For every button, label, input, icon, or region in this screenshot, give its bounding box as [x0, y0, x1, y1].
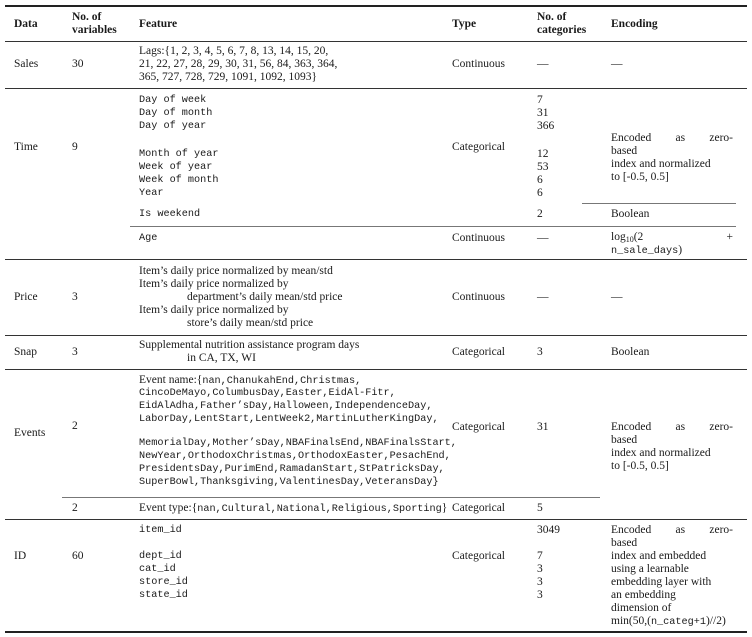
- event-type-suffix: }: [441, 502, 448, 514]
- event-type-prefix: Event type:{: [139, 502, 198, 514]
- events-rule: [5, 519, 747, 520]
- sales-feature-line: Lags:{1, 2, 3, 4, 5, 6, 7, 8, 13, 14, 15, 20,: [139, 45, 329, 57]
- events-data: Events: [14, 427, 46, 439]
- id-cat-first: 3049: [537, 524, 560, 536]
- id-encoding-line: embedding layer with: [611, 576, 712, 588]
- events-type-num-cat: 5: [537, 502, 543, 514]
- log-base: 10: [625, 235, 634, 244]
- bottom-rule: [5, 631, 747, 633]
- price-type: Continuous: [452, 291, 506, 303]
- time-feature: Week of year: [139, 162, 213, 173]
- events-type: Categorical: [452, 421, 506, 433]
- events-encoding: [611, 421, 733, 473]
- id-data: ID: [14, 550, 27, 562]
- log-text: log: [611, 231, 626, 243]
- time-features-b: [139, 148, 218, 200]
- id-cat: 3: [537, 589, 543, 601]
- formula-part: min(50,(: [611, 615, 651, 627]
- header-num-cat-line2: categories: [537, 24, 587, 36]
- id-features-rest: [139, 550, 188, 602]
- time-weekend-feature: Is weekend: [139, 209, 201, 220]
- id-type: Categorical: [452, 550, 506, 562]
- header-num-vars-line1: No. of: [72, 11, 102, 23]
- price-encoding: —: [611, 291, 623, 303]
- time-feature: Week of month: [139, 175, 219, 186]
- events-num-cat: 31: [537, 421, 549, 433]
- id-feature: cat_id: [139, 564, 176, 575]
- event-type-values: nan,Cultural,National,Religious,Sporting: [197, 504, 442, 515]
- time-feature: Year: [139, 188, 164, 199]
- time-cats-a: [537, 94, 554, 133]
- sales-type: Continuous: [452, 58, 506, 70]
- snap-type: Categorical: [452, 346, 506, 358]
- encoding-word: Encoded: [611, 421, 652, 433]
- header-num-cat-line1: No. of: [537, 11, 567, 23]
- time-cat: 7: [537, 94, 543, 106]
- price-feature-line: Item’s daily price normalized by: [139, 304, 289, 316]
- events-type-type: Categorical: [452, 502, 506, 514]
- time-cat: 6: [537, 174, 543, 186]
- time-age-rule: [130, 226, 736, 227]
- time-feature: Day of year: [139, 121, 207, 132]
- events-name-feature: [139, 374, 457, 489]
- time-rule: [5, 259, 747, 260]
- events-encoding-line: index and normalized: [611, 447, 711, 459]
- event-name-line: nan,ChanukahEnd,Christmas,: [202, 376, 362, 387]
- header-feature: Feature: [139, 18, 178, 30]
- time-cat: 366: [537, 120, 555, 132]
- id-feature: store_id: [139, 577, 188, 588]
- events-encoding-line: to [-0.5, 0.5]: [611, 460, 669, 472]
- events-encoding-line1: [611, 421, 733, 434]
- time-encoding-line: to [-0.5, 0.5]: [611, 171, 669, 183]
- sales-feature: [139, 45, 337, 84]
- encoding-word: zero-: [709, 132, 733, 144]
- events-encoding-line: based: [611, 434, 638, 446]
- id-cat: 3: [537, 576, 543, 588]
- plus-sign: +: [726, 231, 733, 243]
- time-features-a: [139, 94, 212, 133]
- sales-num-vars: 30: [72, 58, 84, 70]
- encoding-word: as: [675, 524, 686, 536]
- snap-feature-line: in CA, TX, WI: [187, 352, 256, 364]
- formula-var: n_categ+1: [650, 617, 706, 628]
- log-arg: (2: [633, 231, 644, 243]
- event-name-prefix: Event name:{: [139, 374, 203, 386]
- time-cat: 53: [537, 161, 549, 173]
- time-weekend-encoding: Boolean: [611, 208, 650, 220]
- time-encoding-line: based: [611, 145, 638, 157]
- event-name-line: CincoDeMayo,ColumbusDay,Easter,EidAl-Fitr,: [139, 388, 396, 399]
- encoding-word: Encoded: [611, 524, 652, 536]
- events-type-num-vars: 2: [72, 502, 78, 514]
- price-num-cat: —: [537, 291, 549, 303]
- event-name-line: NewYear,OrthodoxChristmas,OrthodoxEaster,PesachEnd,: [139, 451, 451, 462]
- id-encoding: [611, 524, 733, 628]
- id-encoding-line: dimension of: [611, 602, 672, 614]
- time-type: Categorical: [452, 141, 506, 153]
- age-var: n_sale_days: [611, 246, 679, 257]
- price-rule: [5, 335, 747, 336]
- snap-num-cat: 3: [537, 346, 543, 358]
- header-type: Type: [452, 18, 477, 30]
- events-type-rule: [62, 497, 600, 498]
- sales-rule: [5, 88, 747, 89]
- events-type-feature: [139, 502, 447, 516]
- event-name-line: SuperBowl,Thanksgiving,ValentinesDay,VeteransDay}: [139, 477, 439, 488]
- time-cat: 31: [537, 107, 549, 119]
- time-encoding-line1: [611, 132, 733, 145]
- id-encoding-line1: [611, 524, 733, 537]
- encoding-word: Encoded: [611, 132, 652, 144]
- price-data: Price: [14, 291, 38, 303]
- snap-feature-line: Supplemental nutrition assistance program days: [139, 339, 360, 351]
- id-cats-rest: [537, 550, 543, 602]
- time-age-type: Continuous: [452, 232, 506, 244]
- snap-rule: [5, 369, 747, 370]
- id-encoding-line: an embedding: [611, 589, 676, 601]
- id-encoding-line: based: [611, 537, 638, 549]
- events-num-vars: 2: [72, 420, 78, 432]
- id-cat: 3: [537, 563, 543, 575]
- price-feature-line: store’s daily mean/std price: [187, 317, 314, 329]
- header-data: Data: [14, 18, 38, 30]
- time-feature: Day of month: [139, 108, 213, 119]
- sales-feature-line: 21, 22, 27, 28, 29, 30, 31, 56, 84, 363, 364,: [139, 58, 338, 70]
- time-cats-b: [537, 148, 549, 200]
- time-feature: Month of year: [139, 149, 219, 160]
- encoding-word: zero-: [709, 524, 733, 536]
- time-age-feature: Age: [139, 233, 158, 244]
- id-feature-first: item_id: [139, 525, 182, 536]
- time-encoding: [611, 132, 733, 184]
- id-feature: state_id: [139, 590, 188, 601]
- sales-num-cat: —: [537, 58, 549, 70]
- time-num-vars: 9: [72, 141, 78, 153]
- price-feature-line: department’s daily mean/std price: [187, 291, 343, 303]
- time-boolean-rule: [582, 203, 736, 204]
- time-encoding-line: index and normalized: [611, 158, 711, 170]
- header-num-vars-line2: variables: [72, 24, 117, 36]
- close-paren: ): [678, 244, 683, 256]
- event-name-line: PresidentsDay,PurimEnd,RamadanStart,StPatricksDay,: [139, 464, 445, 475]
- price-num-vars: 3: [72, 291, 78, 303]
- snap-encoding: Boolean: [611, 346, 650, 358]
- encoding-word: as: [675, 421, 686, 433]
- snap-data: Snap: [14, 346, 37, 358]
- id-encoding-line: index and embedded: [611, 550, 707, 562]
- encoding-word: zero-: [709, 421, 733, 433]
- snap-num-vars: 3: [72, 346, 78, 358]
- top-rule: [5, 5, 747, 7]
- price-feature: [139, 265, 343, 330]
- snap-feature: [139, 339, 359, 365]
- id-encoding-formula: [611, 615, 733, 628]
- time-age-cat: —: [537, 232, 549, 244]
- event-name-line: EidAlAdha,Father’sDay,Halloween,IndependenceDay,: [139, 401, 433, 412]
- time-cat: 12: [537, 148, 549, 160]
- encoding-word: as: [675, 132, 686, 144]
- sales-feature-line: 365, 727, 728, 729, 1091, 1092, 1093}: [139, 71, 318, 83]
- formula-part: )//2): [705, 615, 726, 627]
- time-age-encoding: [611, 231, 733, 257]
- sales-encoding: —: [611, 58, 623, 70]
- time-cat: 6: [537, 187, 543, 199]
- id-cat: 7: [537, 550, 543, 562]
- time-data: Time: [14, 141, 38, 153]
- header-encoding: Encoding: [611, 18, 658, 30]
- event-name-line: MemorialDay,Mother’sDay,NBAFinalsEnd,NBAFinalsStart,: [139, 438, 457, 449]
- time-feature: Day of week: [139, 95, 207, 106]
- header-rule: [5, 41, 747, 42]
- price-feature-line: Item’s daily price normalized by: [139, 278, 289, 290]
- id-num-vars: 60: [72, 550, 84, 562]
- time-weekend-cat: 2: [537, 208, 543, 220]
- id-feature: dept_id: [139, 551, 182, 562]
- price-feature-line: Item’s daily price normalized by mean/std: [139, 265, 333, 277]
- id-encoding-line: using a learnable: [611, 563, 689, 575]
- sales-data: Sales: [14, 58, 39, 70]
- event-name-line: LaborDay,LentStart,LentWeek2,MartinLutherKingDay,: [139, 414, 439, 425]
